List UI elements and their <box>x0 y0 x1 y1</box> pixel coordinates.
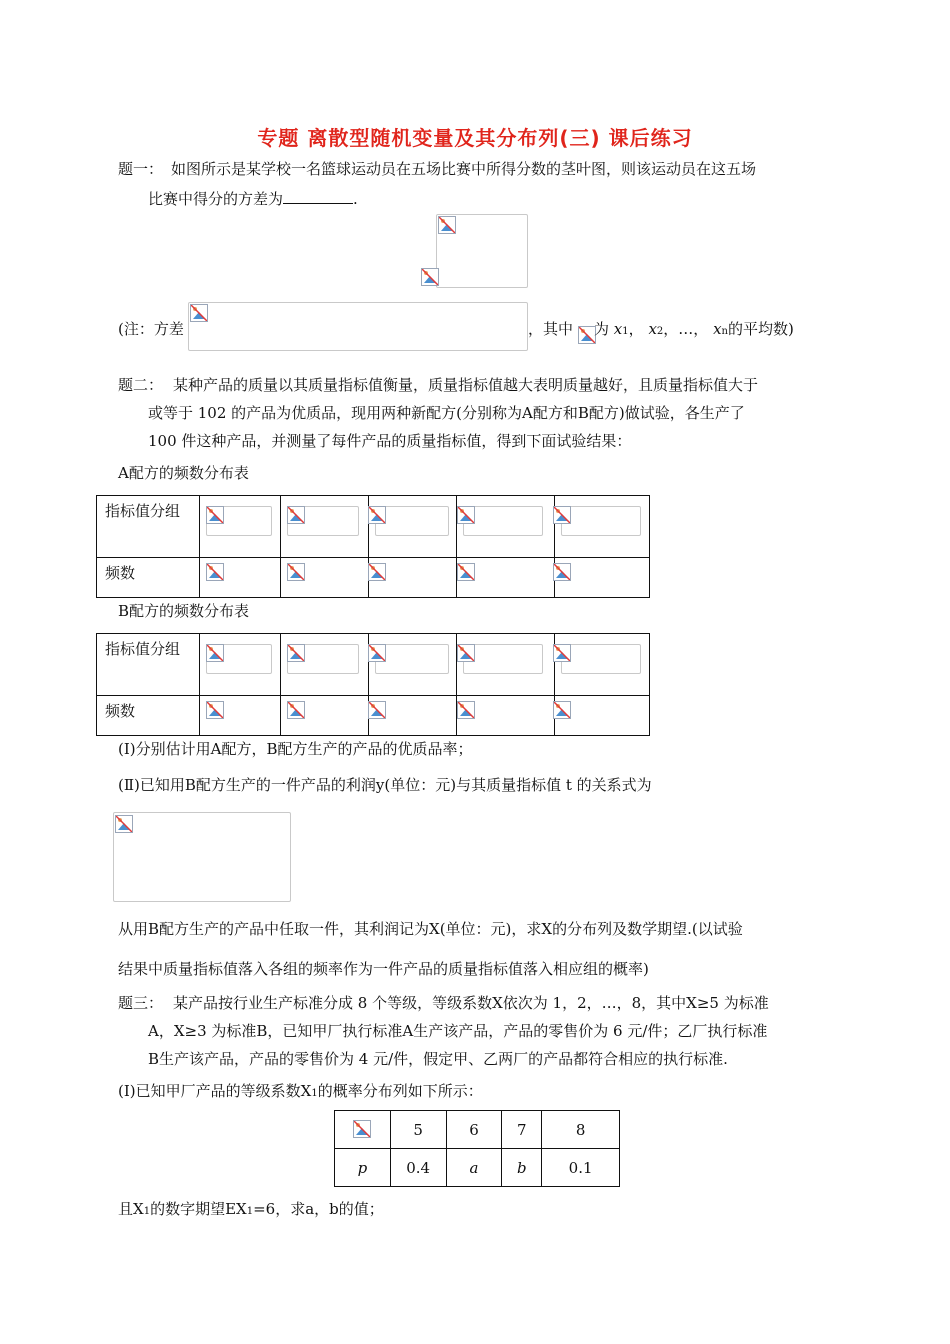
q1-text-2: 比赛中得分的方差为 <box>148 190 284 208</box>
broken-image-icon <box>368 644 386 662</box>
dist-value-cell: 0.1 <box>542 1149 620 1187</box>
q3-part1-sub: 1 <box>311 1088 318 1099</box>
broken-image-icon <box>457 644 475 662</box>
profit-formula-image <box>113 812 291 902</box>
broken-image-icon <box>553 701 571 719</box>
broken-image-icon <box>421 268 439 286</box>
broken-image-icon <box>368 506 386 524</box>
q2-part2: (Ⅱ)已知用B配方生产的一件产品的利润y(单位：元)与其质量指标值 t 的关系式为 <box>118 776 652 794</box>
q2-line3: 100 件这种产品，并测量了每件产品的质量指标值，得到下面试验结果： <box>148 432 632 450</box>
dist-value-cell: 0.4 <box>390 1149 446 1187</box>
dist-value-cell: b <box>502 1149 542 1187</box>
q3-part1-end: 的概率分布列如下所示： <box>317 1082 483 1100</box>
q3-final <box>118 1198 384 1223</box>
broken-image-icon <box>115 815 133 833</box>
q2-text-1: 某种产品的质量以其质量指标值衡量，质量指标值越大表明质量越好，且质量指标值大于 <box>173 376 759 394</box>
q1-note-a: (注：方差 <box>118 320 184 338</box>
tableB-cell <box>280 634 368 696</box>
tableA-cell <box>280 496 368 558</box>
x1-var: x <box>613 320 623 338</box>
q3-line1 <box>118 992 769 1014</box>
q3-part1-text: (Ⅰ)已知甲厂产品的等级系数X <box>118 1082 312 1100</box>
q1-note-wei: 为 <box>594 320 610 338</box>
x1-sub: 1 <box>622 326 629 337</box>
variance-formula-image <box>188 302 528 351</box>
tableA-group-label: 指标值分组 <box>97 496 200 558</box>
tableB-cell <box>199 634 280 696</box>
dist-p-label: p <box>335 1149 391 1187</box>
broken-image-icon <box>287 701 305 719</box>
q3-text-1: 某产品按行业生产标准分成 8 个等级，等级系数X依次为 1，2，…，8，其中X≥5 为标准 <box>173 994 769 1012</box>
q2-part2-cont1: 从用B配方生产的产品中任取一件，其利润记为X(单位：元)，求X的分布列及数学期望.(以试验 <box>118 920 743 938</box>
q1-line2 <box>148 188 358 210</box>
q3-final-sub: 1 <box>143 1206 151 1217</box>
broken-image-icon <box>457 506 475 524</box>
tableB-group-label: 指标值分组 <box>97 634 200 696</box>
q2-label: 题二： <box>118 376 164 394</box>
comma: ， <box>628 320 644 338</box>
broken-image-icon <box>353 1120 371 1138</box>
tableB-caption: B配方的频数分布表 <box>118 602 250 620</box>
dist-header-cell: 6 <box>446 1111 502 1149</box>
tableA-cell <box>199 496 280 558</box>
broken-image-icon <box>190 304 208 322</box>
tableA-cell <box>555 496 650 558</box>
broken-image-icon <box>287 563 305 581</box>
broken-image-icon <box>206 644 224 662</box>
tableA-cell <box>457 496 555 558</box>
distribution-table <box>334 1110 620 1187</box>
tableA-cell <box>368 496 457 558</box>
q2-part2-cont2: 结果中质量指标值落入各组的频率作为一件产品的质量指标值落入相应组的概率) <box>118 960 649 978</box>
q1-text-1: 如图所示是某学校一名篮球运动员在五场比赛中所得分数的茎叶图，则该运动员在这五场 <box>171 160 757 178</box>
x2-var: x <box>648 320 657 338</box>
broken-image-icon <box>206 506 224 524</box>
q1-note-end: 的平均数) <box>728 320 794 338</box>
broken-image-icon <box>287 506 305 524</box>
broken-image-icon <box>457 701 475 719</box>
q1-note-b: ，其中 <box>528 320 574 338</box>
tableB-cell <box>457 634 555 696</box>
broken-image-icon <box>438 216 456 234</box>
q1-note-c <box>594 318 794 343</box>
broken-image-icon <box>553 644 571 662</box>
q3-line2: A，X≥3 为标准B，已知甲厂执行标准A生产该产品，产品的零售价为 6 元/件；乙厂执行标准 <box>148 1022 768 1040</box>
q3-final-a: 且X <box>118 1200 144 1218</box>
dots: ，…， <box>663 320 709 338</box>
dist-header-cell: 8 <box>542 1111 620 1149</box>
q2-line1 <box>118 374 758 396</box>
q3-final-c: =6，求a，b的值； <box>253 1200 384 1218</box>
broken-image-icon <box>206 563 224 581</box>
broken-image-icon <box>368 563 386 581</box>
q3-final-sub2: 1 <box>246 1206 254 1217</box>
broken-image-icon <box>457 563 475 581</box>
broken-image-icon <box>287 644 305 662</box>
tableA-caption: A配方的频数分布表 <box>118 464 249 482</box>
tableB-cell <box>368 634 457 696</box>
dist-value-cell: a <box>446 1149 502 1187</box>
dist-header-cell: 5 <box>390 1111 446 1149</box>
q3-part1 <box>118 1080 483 1105</box>
xn-sub: n <box>721 326 728 337</box>
q1-label: 题一： <box>118 160 164 178</box>
page-title: 专题 离散型随机变量及其分布列(三) 课后练习 <box>257 126 693 150</box>
xn-var: x <box>713 320 722 338</box>
broken-image-icon <box>553 506 571 524</box>
broken-image-icon <box>368 701 386 719</box>
q3-final-b: 的数字期望EX <box>150 1200 247 1218</box>
tableB-freq-label: 频数 <box>97 696 200 736</box>
q2-line2: 或等于 102 的产品为优质品，现用两种新配方(分别称为A配方和B配方)做试验，各生产了 <box>148 404 745 422</box>
broken-image-icon <box>206 701 224 719</box>
q3-line3: B生产该产品，产品的零售价为 4 元/件，假定甲、乙两厂的产品都符合相应的执行标准. <box>148 1050 728 1068</box>
q1-answer-blank <box>283 189 353 204</box>
dist-header-cell: 7 <box>502 1111 542 1149</box>
tableB-cell <box>555 634 650 696</box>
dist-header-x <box>335 1111 391 1149</box>
tableA-freq-label: 频数 <box>97 558 200 598</box>
q1-line1 <box>118 158 756 180</box>
q1-period: . <box>353 190 358 208</box>
broken-image-icon <box>553 563 571 581</box>
x2-sub: 2 <box>656 326 664 337</box>
q3-label: 题三： <box>118 994 164 1012</box>
q2-part1: (Ⅰ)分别估计用A配方，B配方生产的产品的优质品率； <box>118 740 473 758</box>
